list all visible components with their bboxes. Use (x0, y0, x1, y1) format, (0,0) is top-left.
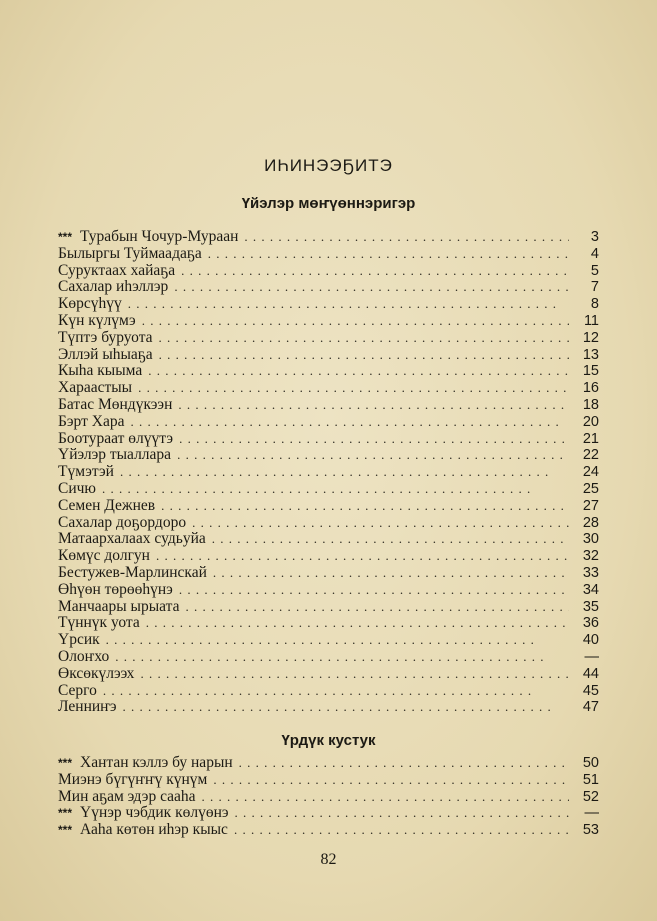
toc-entry-page: 21 (582, 430, 599, 447)
toc-entry-marker: *** (58, 806, 73, 821)
toc-entry-title: Турабын Чочур-Мураан (80, 228, 239, 245)
section-heading-2: Үрдүк кустук (281, 732, 376, 749)
toc-entry-title: Бэрт Хара (58, 412, 125, 430)
toc-entry (58, 498, 599, 515)
toc-entry-title: Күн күлүмэ (58, 311, 136, 329)
toc-entry-page: 12 (582, 329, 599, 346)
toc-entry-title: Көрсүһүү (58, 295, 122, 313)
dot-leader (185, 599, 569, 616)
toc-entry-page: 5 (590, 262, 599, 279)
toc-entry-title: Батас Мөндүкээн (58, 395, 173, 413)
toc-entry-page: 52 (582, 788, 599, 805)
dot-leader (159, 347, 569, 364)
toc-entry-page: 11 (583, 312, 599, 329)
dot-leader (235, 805, 569, 822)
toc-entry-marker: *** (58, 230, 73, 244)
dot-leader (115, 649, 569, 666)
toc-entry (58, 246, 599, 263)
toc-entry-title: Сахалар доҕордоро (58, 513, 187, 531)
toc-entry-title: Көмүс долгун (58, 547, 150, 565)
toc-entry-page: 18 (582, 396, 599, 413)
toc-entry-page: 47 (582, 699, 599, 716)
dot-leader (202, 789, 569, 806)
toc-entry-title: Кыһа кыыма (58, 362, 143, 380)
toc-entry-title: Матаархалаах судьуйа (58, 530, 206, 548)
toc-entry-title: Түптэ буруота (58, 328, 153, 346)
dot-leader (208, 246, 569, 263)
dot-leader (239, 755, 569, 772)
toc-entry-page: 36 (582, 615, 599, 632)
dot-leader (192, 515, 569, 532)
dot-leader (106, 632, 569, 649)
toc-entry-title: Үүнэр чэбдик көлүөнэ (80, 804, 229, 822)
toc-entry (58, 330, 599, 347)
dot-leader (178, 397, 569, 414)
toc-entry (58, 431, 599, 448)
toc-entry (58, 789, 599, 806)
toc-entry-page: 28 (582, 514, 599, 531)
dot-leader (181, 263, 569, 280)
dot-leader (161, 498, 569, 515)
dot-leader (130, 414, 569, 431)
toc-entry-title: Сахалар иһэллэр (58, 278, 169, 296)
dot-leader (128, 296, 569, 313)
toc-entry (58, 565, 599, 582)
toc-entry-page: 50 (582, 755, 599, 771)
dot-leader (148, 363, 569, 380)
toc-entry-page: — (584, 805, 599, 822)
dot-leader (138, 380, 569, 397)
toc-entry-page: 51 (582, 771, 599, 788)
toc-entry (58, 755, 599, 772)
toc-entry (58, 632, 599, 649)
page-number: 82 (320, 851, 337, 868)
toc-list-section-2 (58, 755, 599, 839)
toc-entry-marker: *** (58, 756, 73, 770)
toc-entry-page: 13 (582, 346, 599, 363)
toc-entry-title: Миэнэ бүгүҥҥү күнүм (58, 770, 208, 788)
toc-entry-title: Ааһа көтөн иһэр кыыс (80, 821, 228, 839)
toc-entry-title: Бестужев-Марлинскай (58, 563, 207, 581)
toc-entry-page: 15 (582, 363, 599, 380)
toc-entry-title: Хантан кэллэ бу нарын (80, 754, 233, 771)
toc-entry (58, 363, 599, 380)
toc-entry (58, 599, 599, 616)
toc-entry-title: Ленниҥэ (58, 698, 117, 716)
toc-entry-page: 53 (582, 822, 599, 839)
toc-entry (58, 822, 599, 839)
toc-entry (58, 313, 599, 330)
toc-entry-page: — (584, 648, 599, 665)
dot-leader (179, 431, 569, 448)
toc-entry-title: Түмэтэй (58, 463, 114, 481)
dot-leader (142, 313, 569, 330)
dot-leader (177, 447, 569, 464)
toc-entry-title: Өһүөн төрөөһүнэ (58, 580, 173, 598)
toc-entry-title: Суруктаах хайаҕа (58, 261, 176, 279)
dot-leader (122, 699, 569, 716)
toc-entry-marker: *** (58, 823, 73, 838)
dot-leader (102, 481, 569, 498)
toc-entry-title: Эллэй ыһыаҕа (58, 345, 153, 363)
toc-entry-page: 44 (582, 665, 599, 682)
toc-entry-page: 25 (582, 480, 599, 497)
toc-entry (58, 805, 599, 822)
section-heading-1: Үйэлэр мөҥүөннэригэр (241, 195, 416, 212)
dot-leader (234, 822, 569, 839)
toc-entry (58, 582, 599, 599)
toc-entry-title: Үйэлэр тыаллара (58, 446, 172, 464)
dot-leader (212, 531, 569, 548)
toc-entry (58, 649, 599, 666)
toc-entry (58, 699, 599, 716)
toc-entry (58, 447, 599, 464)
toc-entry (58, 683, 599, 700)
toc-entry-page: 4 (590, 245, 599, 262)
toc-entry-page: 20 (582, 413, 599, 430)
toc-entry-page: 8 (590, 296, 599, 313)
toc-entry (58, 380, 599, 397)
toc-entry-title: Серго (58, 681, 97, 699)
toc-entry-page: 22 (582, 447, 599, 464)
toc-entry-page: 3 (590, 229, 599, 245)
toc-list-section-1 (58, 229, 599, 716)
toc-entry-page: 34 (582, 581, 599, 598)
toc-entry (58, 615, 599, 632)
toc-entry-page: 33 (582, 564, 599, 581)
toc-entry-title: Семен Дежнев (58, 496, 156, 514)
toc-entry-page: 7 (590, 279, 599, 296)
toc-entry (58, 347, 599, 364)
toc-entry-page: 32 (582, 548, 599, 565)
toc-entry (58, 279, 599, 296)
toc-entry-page: 24 (582, 464, 599, 481)
toc-entry-page: 16 (582, 380, 599, 397)
toc-entry (58, 414, 599, 431)
toc-entry (58, 531, 599, 548)
dot-leader (120, 464, 569, 481)
dot-leader (244, 229, 569, 246)
toc-entry-page: 45 (582, 682, 599, 699)
toc-entry-title: Боотураат өлүүтэ (58, 429, 174, 447)
toc-entry (58, 666, 599, 683)
toc-entry (58, 397, 599, 414)
toc-entry (58, 229, 599, 246)
toc-entry-title: Олоҥхо (58, 647, 110, 665)
toc-entry-title: Мин аҕам эдэр сааһа (58, 787, 196, 805)
toc-entry-title: Былыргы Туймаадаҕа (58, 244, 202, 262)
dot-leader (213, 772, 569, 789)
toc-entry (58, 772, 599, 789)
dot-leader (146, 615, 569, 632)
toc-entry-page: 27 (582, 497, 599, 514)
toc-entry (58, 515, 599, 532)
toc-entry (58, 464, 599, 481)
toc-entry-page: 35 (582, 598, 599, 615)
toc-entry-title: Хараастыы (58, 379, 133, 397)
toc-entry-title: Сичю (58, 479, 97, 497)
toc-entry (58, 263, 599, 280)
toc-entry-title: Түннүк уота (58, 614, 140, 632)
toc-entry-title: Үрсик (58, 631, 100, 649)
toc-entry (58, 481, 599, 498)
dot-leader (159, 330, 569, 347)
dot-leader (179, 582, 569, 599)
toc-entry (58, 296, 599, 313)
dot-leader (156, 548, 569, 565)
dot-leader (140, 666, 569, 683)
toc-entry-title: Манчаары ырыата (58, 597, 180, 615)
toc-entry (58, 548, 599, 565)
page-title: ИҺИНЭЭҔИТЭ (264, 156, 393, 175)
toc-entry-page: 40 (582, 632, 599, 649)
dot-leader (103, 683, 569, 700)
dot-leader (174, 279, 569, 296)
toc-entry-page: 30 (582, 531, 599, 548)
toc-entry-title: Өксөкүлээх (58, 664, 135, 682)
dot-leader (213, 565, 569, 582)
